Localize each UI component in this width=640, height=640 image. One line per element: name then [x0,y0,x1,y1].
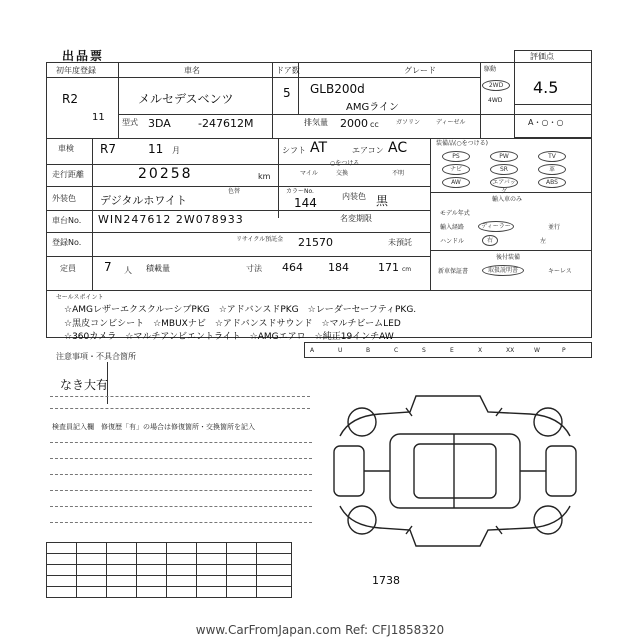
grid-line [166,542,167,598]
equipment-item: SR [490,164,518,175]
note-line [50,408,310,409]
divider [46,256,430,257]
drive-label: 駆動 [484,66,497,73]
shift-label: シフト [282,146,306,155]
equipment-item: エアバッ [490,177,518,188]
vin: WIN247612 2W078933 [98,213,244,226]
legend-code: XX [506,347,515,354]
legend-code: A [310,347,315,354]
sales-points-label: セールスポイント [56,294,104,301]
divider [118,114,592,115]
divider [278,138,279,218]
sales-line-1: ☆AMGレザーエクスクルーシブPKG ☆アドバンスドPKG ☆レーダーセーフティPKG. [64,305,417,315]
import-route-dealer: ディーラー [478,221,514,232]
equipment-item: PS [442,151,470,162]
divider [46,232,430,233]
load-label: 積載量 [146,264,170,273]
note-line [50,474,312,475]
recycle-label: リサイクル預託金 [236,236,284,243]
divider [46,77,480,78]
fuel-1: ガソリン [396,119,421,126]
equipment-label: 装備品(○をつける) [436,140,488,147]
legend-code: C [394,347,399,354]
notes-label: 注意事項・不具合箇所 [56,352,136,361]
note-line [50,442,312,443]
divider [430,192,592,193]
color-paint-label: 色替 [228,188,241,195]
divider [46,186,430,187]
equipment-item: ABS [538,177,566,188]
grid-line [106,542,107,598]
divider [480,62,481,138]
inspection-month: 11 [148,142,164,156]
grade: GLB200d [310,82,365,96]
fuel-2: ディーゼル [436,119,466,126]
reg-label: 登録No. [52,238,82,247]
equipment-item: TV [538,151,566,162]
note-line [50,396,310,397]
equipment-item: AW [442,177,470,188]
divider [46,290,592,291]
capacity-unit: 人 [124,266,132,275]
divider [430,138,431,290]
divider [514,62,592,63]
grid-line [136,542,137,598]
note-line [50,522,312,523]
post-warranty: 新車保証書 [438,268,469,275]
interior: 黒 [376,194,389,208]
color-code: 144 [294,196,317,210]
shift: AT [310,140,328,156]
ac: AC [388,140,408,156]
mileage-opt-3: 不明 [392,170,405,177]
car-damage-diagram [320,376,590,566]
note-line [50,490,312,491]
legend-code: S [422,347,426,354]
inspection-label: 車検 [58,144,74,153]
doors-label: ドア数 [276,66,300,75]
equipment-item: 革 [538,164,566,175]
divider [92,138,93,290]
capacity-label: 定員 [60,264,76,273]
divider [46,210,430,211]
drive-4wd: 4WD [488,97,503,104]
equipment-item: PW [490,151,518,162]
handle-label: ハンドル [440,238,465,245]
dims-label: 寸法 [246,264,262,273]
grid-line [196,542,197,598]
import-label: 輸入車のみ [492,196,523,203]
displacement-unit: cc [370,120,379,129]
post-manual: 取扱説明書 [482,265,524,276]
source-watermark: www.CarFromJapan.com Ref: CFJ1858320 [195,623,445,637]
length: 464 [282,261,303,274]
color-code-label: カラーNo. [286,188,314,195]
height: 171 [378,261,399,274]
model-code: -247612M [198,117,254,130]
grid-line [226,542,227,598]
ac-label: エアコン [352,146,384,155]
sheet-title: 出品票 [62,49,105,63]
divider [46,164,430,165]
color: デジタルホワイト [100,194,188,207]
first-reg-label: 初年度登録 [56,66,96,75]
legend-code: W [534,347,540,354]
grade-label: グレード [404,66,436,75]
color-label: 外装色 [52,194,76,203]
divider [430,250,592,251]
inspector-label: 検査員記入欄 修復歴「有」の場合は修復箇所・交換箇所を記入 [52,423,255,431]
legend-code: X [478,347,483,354]
legend-code: U [338,347,343,354]
legend-code: B [366,347,371,354]
mileage: 20258 [138,166,193,182]
first-reg-year: R2 [62,92,78,106]
note-line [50,458,312,459]
grid-line [76,542,77,598]
notes-text: なき大有 [60,378,109,392]
recycle: 21570 [298,236,333,249]
mileage-label: 走行距離 [52,170,84,179]
mileage-opt-1: マイル [300,170,318,177]
handle-left: 左 [540,238,547,245]
recycle-status: 未預託 [388,238,412,247]
equipment-item: ナビ [442,164,470,175]
width: 184 [328,261,349,274]
car-name-label: 車名 [184,66,200,75]
post-keyless: キーレス [548,268,572,275]
import-route-label: 輸入経路 [440,224,465,231]
import-route-parallel: 並行 [548,224,561,231]
capacity: 7 [104,260,112,274]
grade-score: 4.5 [533,78,559,97]
handle-right: 右 [482,235,498,246]
doors: 5 [283,86,291,100]
model-prefix: 3DA [148,117,171,130]
mileage-unit: km [258,172,271,181]
name-label: 名変期限 [340,214,372,223]
legend-code: E [450,347,454,354]
inspection-era: R7 [100,142,116,156]
displacement: 2000 [340,117,368,130]
legend-code: P [562,347,566,354]
model-label: 型式 [122,118,138,127]
note-line [50,506,312,507]
divider [118,62,119,138]
displacement-label: 排気量 [304,118,328,127]
interior-label: 内装色 [342,192,366,201]
legend-box [304,342,592,358]
post-label: 後付装備 [496,254,521,261]
dims-unit: cm [402,266,412,273]
sales-line-2: ☆黒皮コンビシート ☆MBUXナビ ☆アドバンスドサウンド ☆マルチビームLED [64,319,401,329]
grade-sub: AMGライン [346,102,399,113]
model-year-label: モデル年式 [440,210,470,217]
grade-score-label: 評価点 [530,52,554,61]
drive-2wd: 2WD [482,80,510,91]
lot-number: 1738 [372,574,400,587]
inspection-month-unit: 月 [172,146,180,155]
divider [46,138,592,139]
vin-label: 車台No. [52,216,82,225]
score-marks: A・○・○ [528,118,564,127]
grid-line [256,542,257,598]
car-name: メルセデスベンツ [138,92,234,106]
sales-line-3: ☆360カメラ ☆マルチアンビエントライト ☆AMGエアロ ☆純正19インチAW [64,332,394,342]
divider [514,104,592,105]
mileage-opt-2: 交換 [336,170,349,177]
first-reg-month: 11 [92,112,105,123]
divider [272,62,273,138]
